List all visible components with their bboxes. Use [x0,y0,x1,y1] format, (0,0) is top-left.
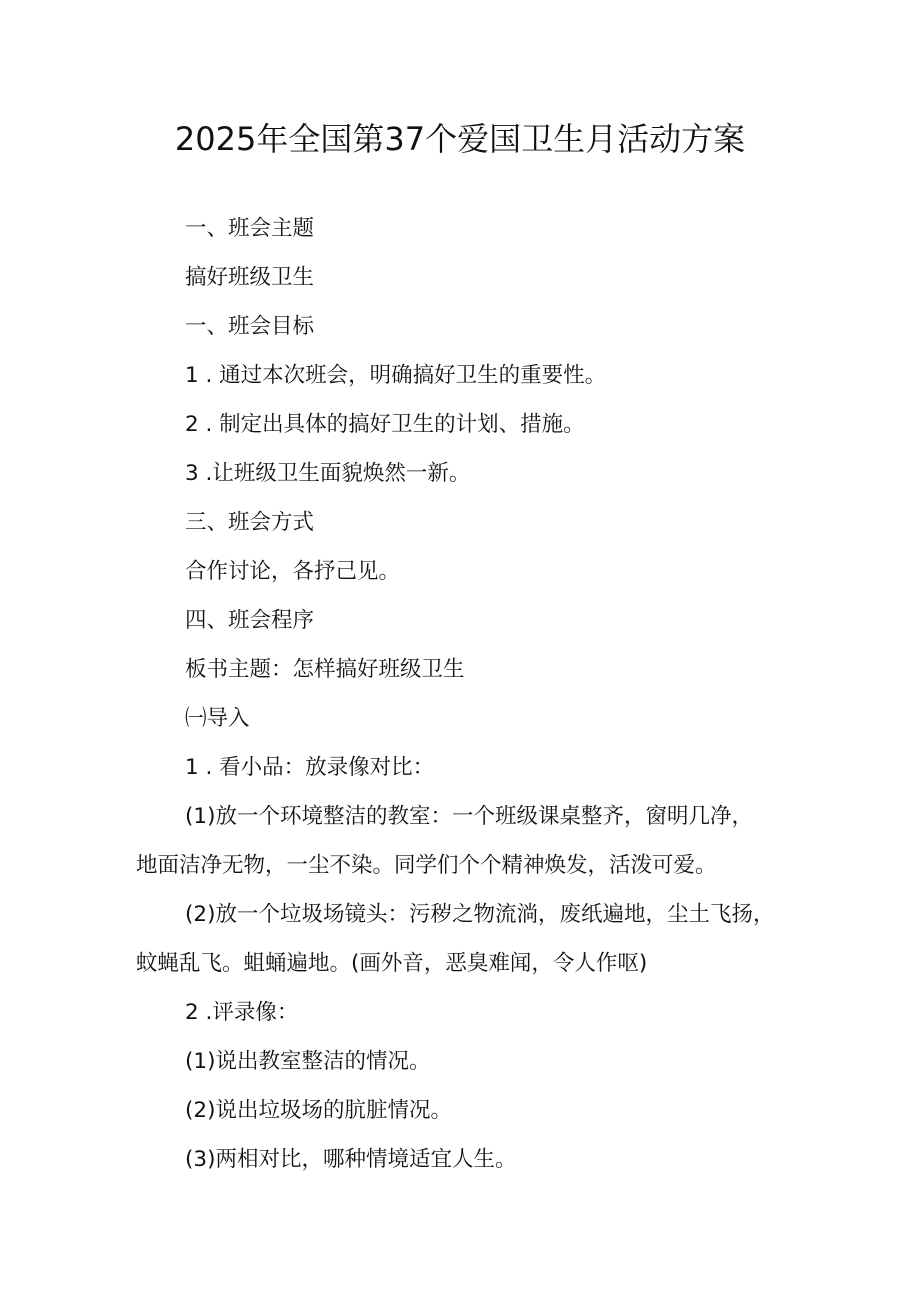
paragraph-garbage-site: (2)放一个垃圾场镜头：污秽之物流淌，废纸遍地，尘土飞扬， [185,902,775,927]
list-item-review-3: (3)两相对比，哪种情境适宜人生。 [185,1147,517,1172]
subheading-intro: ㈠导入 [185,706,250,731]
list-item-review-video: 2 .评录像： [185,1000,299,1025]
paragraph-clean-classroom-cont: 地面洁净无物，一尘不染。同学们个个精神焕发，活泼可爱。 [136,853,717,878]
paragraph-clean-classroom: (1)放一个环境整洁的教室：一个班级课桌整齐，窗明几净， [185,804,753,829]
list-item-goal-2: 2 . 制定出具体的搞好卫生的计划、措施。 [185,412,585,437]
section-heading-topic: 一、班会主题 [185,216,315,241]
paragraph-method: 合作讨论，各抒己见。 [185,559,401,584]
section-heading-method: 三、班会方式 [185,510,315,535]
list-item-review-1: (1)说出教室整洁的情况。 [185,1049,431,1074]
paragraph-board-topic: 板书主题：怎样搞好班级卫生 [185,657,465,682]
paragraph-topic: 搞好班级卫生 [185,265,315,290]
list-item-review-2: (2)说出垃圾场的肮脏情况。 [185,1098,452,1123]
section-heading-goals: 一、班会目标 [185,314,315,339]
paragraph-garbage-site-cont: 蚊蝇乱飞。蛆蛹遍地。(画外音，恶臭难闻，令人作呕) [136,951,648,976]
list-item-goal-1: 1 . 通过本次班会，明确搞好卫生的重要性。 [185,363,607,388]
list-item-goal-3: 3 .让班级卫生面貌焕然一新。 [185,461,471,486]
document-title: 2025年全国第37个爱国卫生月活动方案 [174,120,746,158]
section-heading-procedure: 四、班会程序 [185,608,315,633]
list-item-watch-video: 1 . 看小品：放录像对比： [185,755,435,780]
